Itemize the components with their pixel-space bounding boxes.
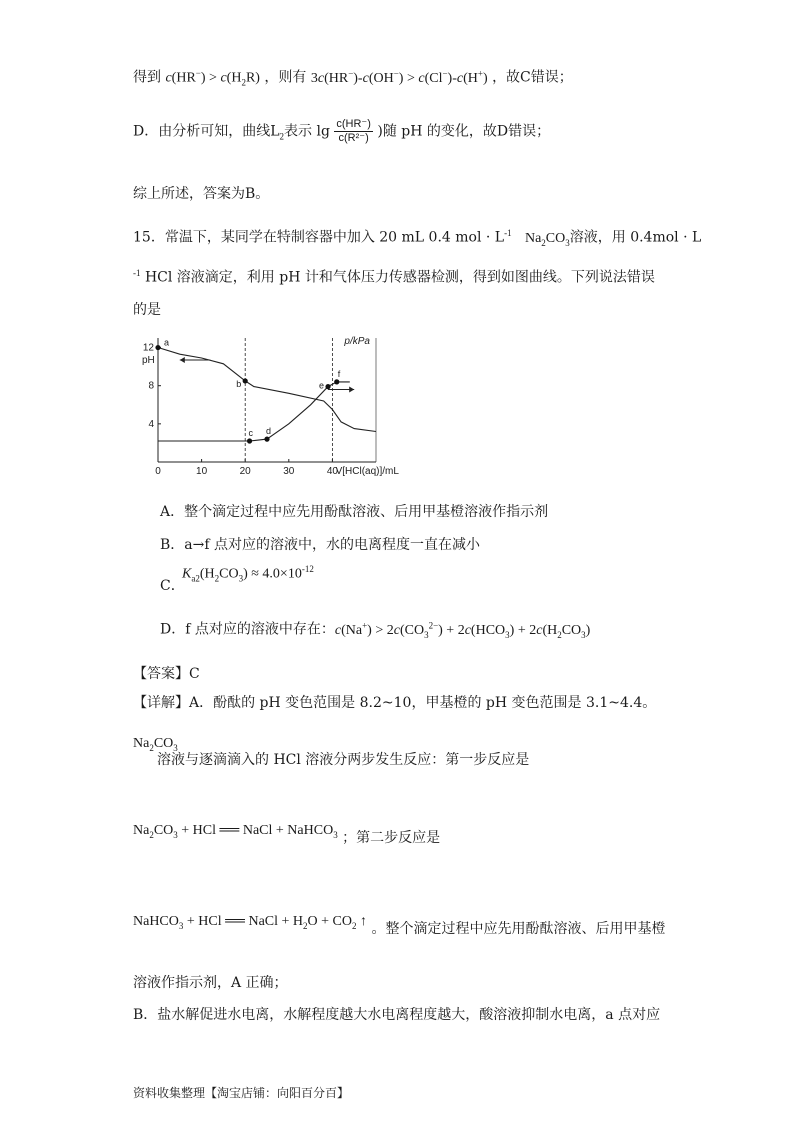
right-axis-label: p/kPa <box>344 336 370 347</box>
point-f <box>334 379 339 384</box>
point-label-e: e <box>319 380 325 391</box>
equation-2-suffix: 。整个滴定过程中应先用酚酞溶液、后用甲基橙 <box>371 921 666 937</box>
formula-text: Na <box>524 230 542 246</box>
ph-axis-arrow-head <box>180 357 185 363</box>
detail-b: B．盐水解促进水电离，水解程度越大水电离程度越大，酸溶液抑制水电离，a 点对应 <box>133 1007 661 1023</box>
point-c <box>247 438 252 443</box>
option-b: B．a→f 点对应的溶液中，水的电离程度一直在减小 <box>160 537 480 553</box>
x-tick-label: 0 <box>155 466 161 477</box>
text-prefix: 得到 <box>133 69 161 86</box>
detail-a-conclusion: 溶液作指示剂，A 正确； <box>133 975 288 991</box>
formula-na2co3: $Na_2CO_3$ <box>133 736 178 753</box>
equation-1 <box>133 822 441 846</box>
question-15-line2 <box>133 268 655 286</box>
x-tick-label: 40 <box>326 466 338 477</box>
pressure-axis-arrow-head <box>349 387 354 393</box>
point-label-a: a <box>164 337 170 348</box>
ka2-expression: $K_{a2}(H_2CO_3) \approx 4.0\times 10^{-12}$ <box>182 564 314 584</box>
text-prefix: D．由分析可知，曲线L <box>133 123 280 140</box>
text-suffix: )随 pH 的变化，故D错误； <box>377 123 551 140</box>
line-summary: 综上所述，答案为B。 <box>133 186 270 202</box>
detail-two-steps: 溶液与逐滴滴入的 HCl 溶液分两步发生反应：第一步反应是 <box>157 752 530 768</box>
y-tick-label: 4 <box>148 418 154 430</box>
point-e <box>325 384 330 389</box>
answer: 【答案】C <box>133 666 200 682</box>
point-b <box>243 378 248 383</box>
line-option-d-analysis <box>133 118 550 145</box>
line-conclusion-c: 得到 $c(HR^-) > c(H_2R)$ ，则有 3c(HR−)-c(OH−) > c(Cl−)-c(H+) ，故C错误； <box>133 68 573 88</box>
text-q15c: HCl 溶液滴定，利用 pH 计和气体压力传感器检测，得到如图曲线。下列说法错误 <box>140 269 655 286</box>
equation-2 <box>133 913 666 937</box>
inequality-1: c <box>165 70 172 86</box>
fraction-hr-r <box>334 118 373 145</box>
point-label-c: c <box>248 428 254 439</box>
option-d-label: D．f 点对应的溶液中存在： <box>160 621 335 638</box>
ka2-value: ≈ 4.0×10 <box>251 566 302 582</box>
fraction-numerator: c(HR⁻) <box>334 118 373 132</box>
equation-1-suffix: ；第二步反应是 <box>342 830 441 846</box>
question-15-line3: 的是 <box>133 302 161 318</box>
option-d-inequality: $c(Na^+) > 2c(CO_3^{2-}) + 2c(HCO_3) + 2c(H_2CO_3)$ <box>334 620 591 640</box>
point-label-f: f <box>337 368 341 379</box>
option-a: A．整个滴定过程中应先用酚酞溶液、后用甲基橙溶液作指示剂 <box>160 504 549 520</box>
fraction-denominator: c(R²⁻) <box>338 132 369 145</box>
x-tick-label: 20 <box>239 466 251 477</box>
x-tick-label: 10 <box>196 466 208 477</box>
point-a <box>155 345 160 350</box>
option-d <box>160 620 590 640</box>
y-axis-label: pH <box>142 354 155 366</box>
point-label-b: b <box>236 378 242 389</box>
series-line-pressure <box>158 382 350 441</box>
text-mid: ，则有 <box>264 69 307 86</box>
detail-line-na2co3 <box>133 735 178 754</box>
detail-a: 【详解】A．酚酞的 pH 变色范围是 8.2~10，甲基橙的 pH 变色范围是 3.1~4.4。 <box>133 695 657 711</box>
inequality-2: 3c(HR−)-c(OH−) > c(Cl−)-c(H+) <box>310 68 488 86</box>
subscript: 2 <box>279 131 285 142</box>
y-tick-label: 8 <box>148 380 154 392</box>
point-label-d: d <box>266 426 272 437</box>
x-axis-label: V[HCl(aq)]/mL <box>335 466 399 477</box>
sup-unit: -1 <box>504 228 512 238</box>
point-d <box>264 437 269 442</box>
option-c-label: C． <box>160 578 185 594</box>
question-15-line1 <box>133 228 701 248</box>
text-q15b: 溶液，用 0.4mol · L <box>569 229 702 246</box>
text-q15a: 15．常温下，某同学在特制容器中加入 20 mL 0.4 mol · L <box>133 229 505 246</box>
formula-na2co3: $Na_2CO_3$ <box>524 230 570 248</box>
equation-1-formula: $Na_2CO_3$ + HCl ══ NaCl + NaHCO$_3$ <box>133 823 338 840</box>
text-suffix: ，故C错误； <box>492 69 573 86</box>
sup-unit: -1 <box>133 268 141 278</box>
x-tick-label: 30 <box>283 466 295 477</box>
text-lg: 表示 lg <box>284 123 330 140</box>
equation-2-formula: NaHCO$_3$ + HCl ══ NaCl + $H_2O + CO_2$ ↑ <box>133 914 367 931</box>
footer: 资料收集整理【淘宝店铺：向阳百分百】 <box>133 1086 350 1100</box>
ka2-exponent: -12 <box>301 564 314 574</box>
titration-chart <box>140 330 400 490</box>
y-tick-label: 12 <box>142 342 154 354</box>
